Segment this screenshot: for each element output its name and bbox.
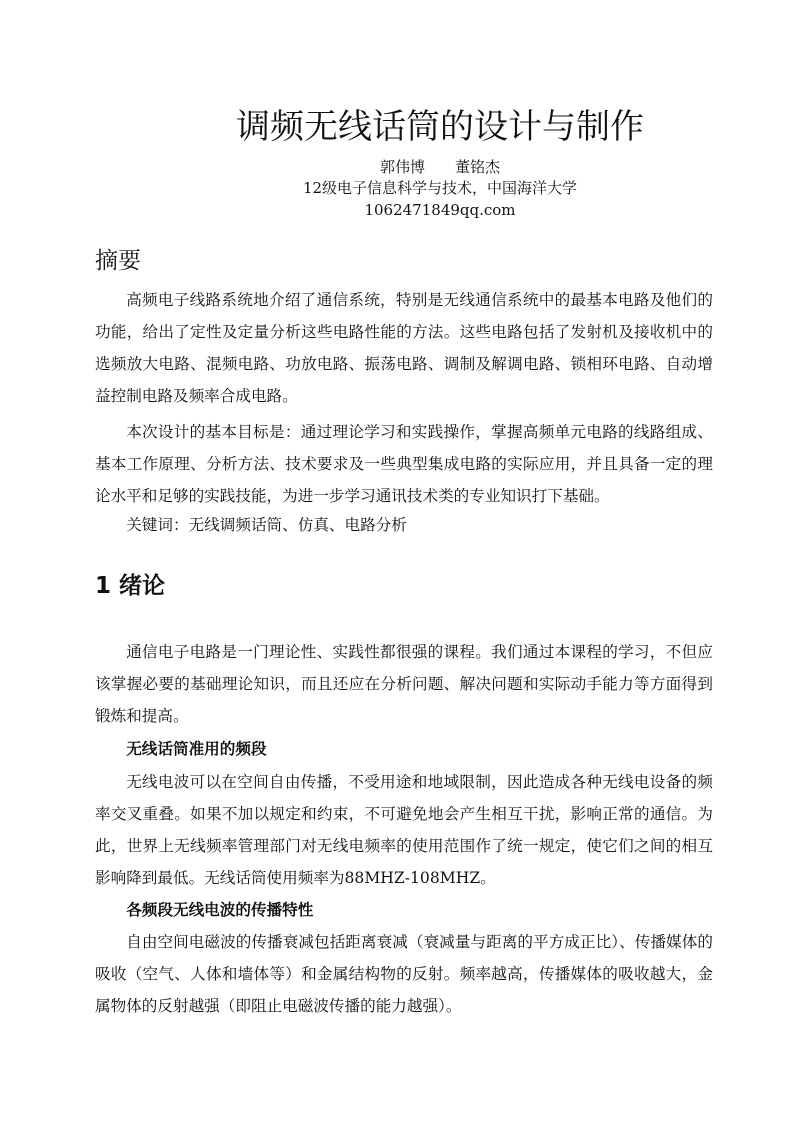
section-heading: 1 绪论 [95, 573, 166, 599]
abstract-paragraph: 本次设计的基本目标是：通过理论学习和实践操作，掌握高频单元电路的线路组成、基本工作原理、分析方法、技术要求及一些典型集成电路的实际应用，并且具备一定的理论水平和足够的实践技能，为进一步学习通讯技术类的专业知识打下基础。 [95, 423, 713, 505]
subsection-heading: 无线话筒准用的频段 [126, 740, 267, 758]
authors: 郭伟博 董铭杰 [379, 158, 500, 176]
affiliation: 12级电子信息科学与技术，中国海洋大学 [302, 179, 578, 197]
subsection-text: 自由空间电磁波的传播衰减包括距离衰减（衰减量与距离的平方成正比）、传播媒体的吸收（空气、人体和墙体等）和金属结构物的反射。频率越高，传播媒体的吸收越大，金属物体的反射越强（即阻止电磁波传播的能力越强）。 [95, 933, 713, 1015]
section-intro: 通信电子电路是一门理论性、实践性都很强的课程。我们通过本课程的学习，不但应该掌握必要的基础理论知识，而且还应在分析问题、解决问题和实际动手能力等方面得到锻炼和提高。 [95, 643, 713, 725]
subsection-text: 无线电波可以在空间自由传播，不受用途和地域限制，因此造成各种无线电设备的频率交叉重叠。如果不加以规定和约束，不可避免地会产生相互干扰，影响正常的通信。为此，世界上无线频率管理部门对无线电频率的使用范围作了统一规定，使它们之间的相互影响降到最低。无线话筒使用频率为88MHZ-108MHZ。 [95, 773, 713, 887]
paper-title: 调频无线话筒的设计与制作 [236, 107, 644, 147]
keywords: 关键词：无线调频话筒、仿真、电路分析 [126, 516, 407, 534]
abstract-paragraph: 高频电子线路系统地介绍了通信系统，特别是无线通信系统中的最基本电路及他们的功能，给出了定性及定量分析这些电路性能的方法。这些电路包括了发射机及接收机中的选频放大电路、混频电路、功放电路、振荡电路、调制及解调电路、锁相环电路、自动增益控制电路及频率合成电路。 [95, 291, 713, 405]
subsection-heading: 各频段无线电波的传播特性 [126, 901, 314, 919]
abstract-heading: 摘要 [95, 248, 141, 274]
email: 1062471849qq.com [364, 201, 516, 219]
